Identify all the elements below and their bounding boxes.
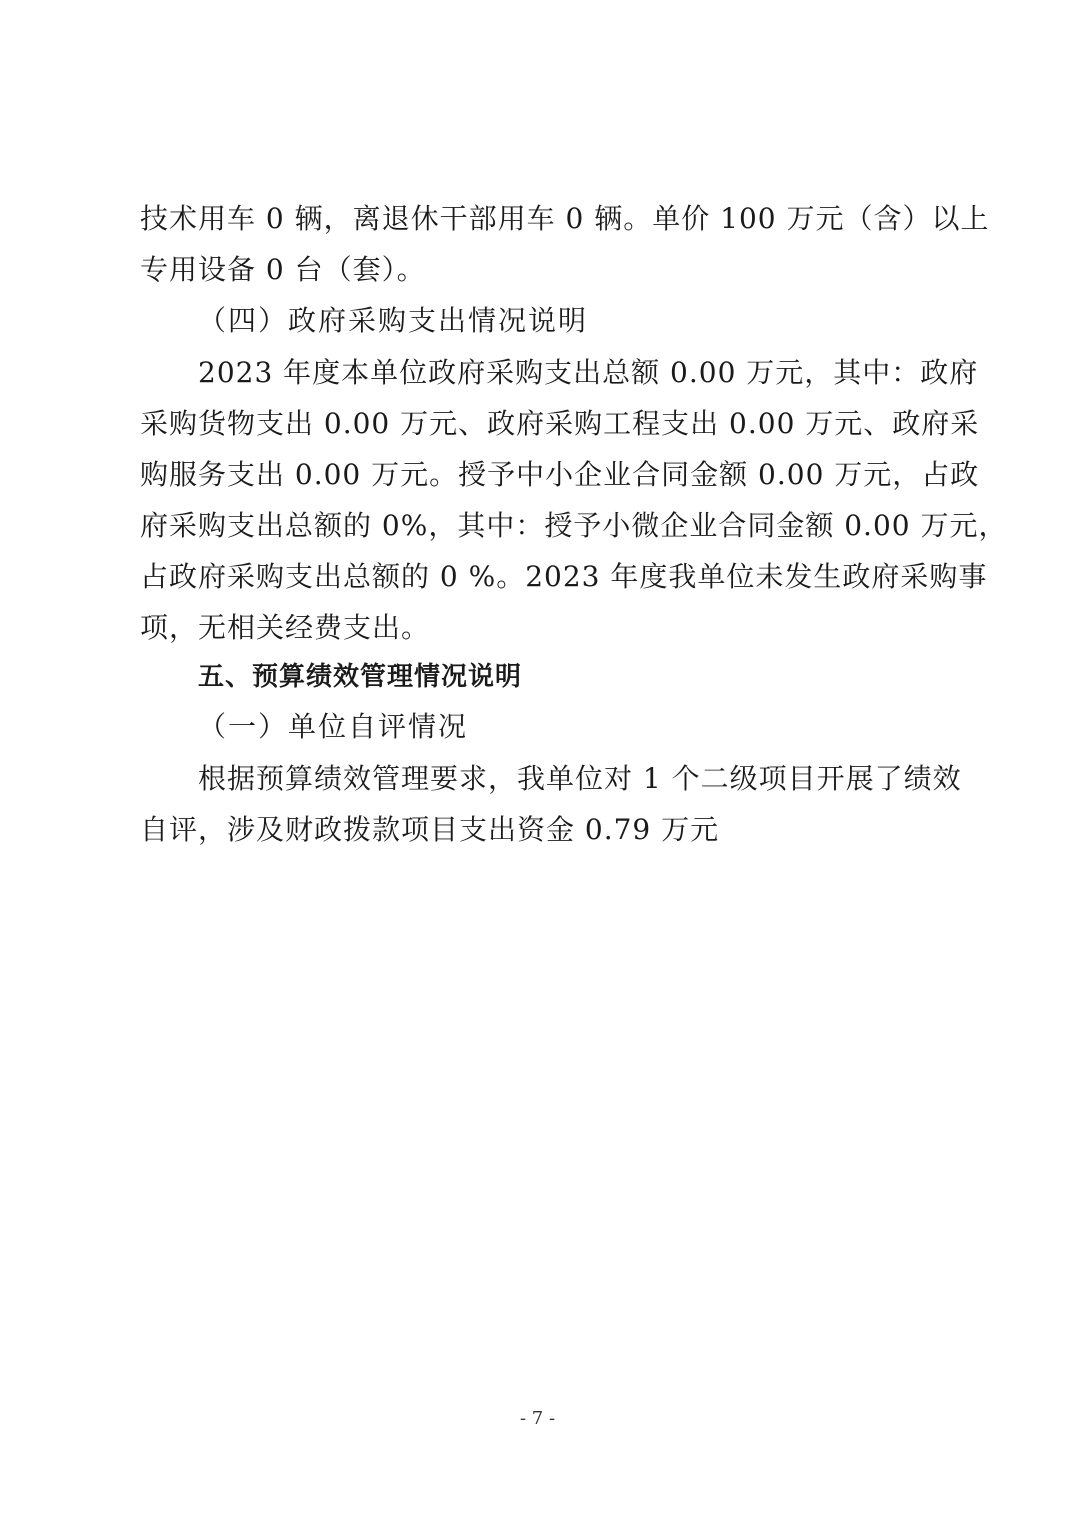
paragraph-line: 项，无相关经费支出。	[140, 611, 431, 644]
paragraph-line: 技术用车 0 辆，离退休干部用车 0 辆。单价 100 万元（含）以上	[140, 202, 990, 235]
paragraph-line: 自评，涉及财政拨款项目支出资金 0.79 万元	[140, 813, 720, 846]
paragraph-line: 购服务支出 0.00 万元。授予中小企业合同金额 0.00 万元，占政	[140, 458, 980, 491]
section-heading: 五、预算绩效管理情况说明	[198, 662, 523, 692]
section-subheading: （一）单位自评情况	[198, 710, 469, 743]
page-number: - 7 -	[519, 1408, 556, 1429]
paragraph-line: 府采购支出总额的 0%，其中：授予小微企业合同金额 0.00 万元，	[140, 509, 1008, 542]
paragraph-line: 根据预算绩效管理要求，我单位对 1 个二级项目开展了绩效	[198, 762, 962, 795]
section-subheading: （四）政府采购支出情况说明	[198, 304, 589, 337]
paragraph-line: 专用设备 0 台（套）。	[140, 253, 426, 286]
paragraph-line: 占政府采购支出总额的 0 %。2023 年度我单位未发生政府采购事	[140, 560, 988, 593]
paragraph-line: 2023 年度本单位政府采购支出总额 0.00 万元，其中：政府	[198, 356, 979, 389]
paragraph-line: 采购货物支出 0.00 万元、政府采购工程支出 0.00 万元、政府采	[140, 407, 980, 440]
